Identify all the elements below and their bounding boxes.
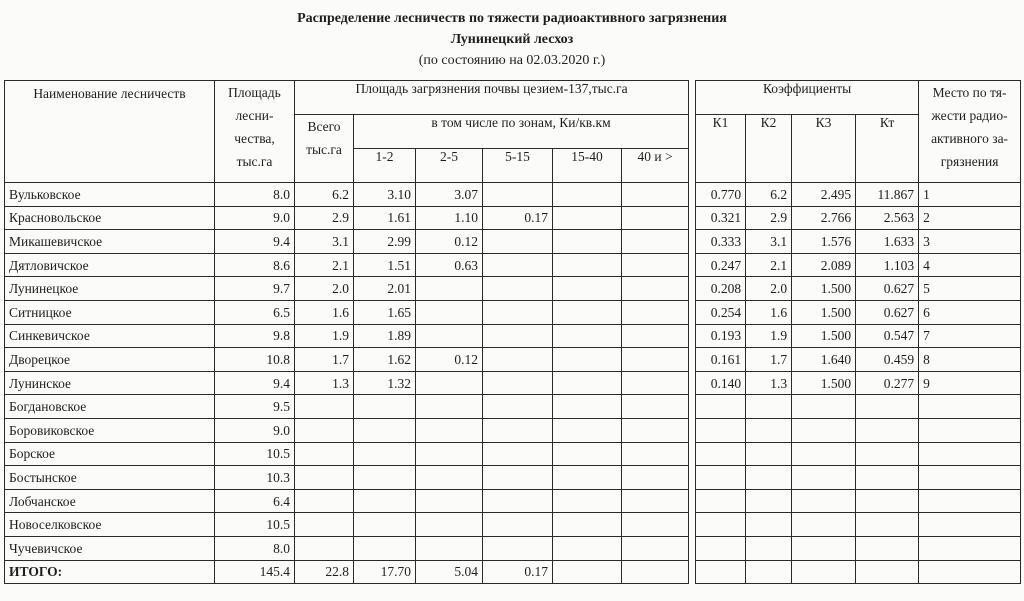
cell-place: [919, 395, 1021, 419]
cell-k2: 1.9: [746, 324, 792, 348]
column-gap: [689, 513, 696, 537]
column-gap: [689, 348, 696, 372]
cell-k1: [696, 442, 746, 466]
cell-k3: 2.089: [792, 253, 856, 277]
cell-name: Дворецкое: [5, 348, 215, 372]
header-area: Площадь лесни-чества, тыс.га: [215, 81, 295, 183]
cell-z4: [553, 324, 622, 348]
cell-area: 9.7: [215, 277, 295, 301]
cell-z4: [553, 489, 622, 513]
column-gap: [689, 81, 696, 183]
cell-z3: [483, 395, 553, 419]
cell-k3: 1.576: [792, 230, 856, 254]
cell-name: Лунинецкое: [5, 277, 215, 301]
cell-kt: [856, 395, 919, 419]
cell-name: Лобчанское: [5, 489, 215, 513]
cell-area: 9.4: [215, 230, 295, 254]
cell-total: 2.9: [295, 206, 354, 230]
cell-z4: [553, 183, 622, 207]
cell-k3: [792, 489, 856, 513]
cell-k2: [746, 513, 792, 537]
cell-z2: 0.63: [416, 253, 483, 277]
cell-z5: [622, 206, 689, 230]
cell-total: [295, 536, 354, 560]
cell-area: 10.3: [215, 466, 295, 490]
cell-total: 3.1: [295, 230, 354, 254]
column-gap: [689, 300, 696, 324]
cell-k3: [792, 513, 856, 537]
cell-k1: [696, 536, 746, 560]
header-zone-1: 1-2: [354, 149, 416, 183]
cell-area: 9.0: [215, 206, 295, 230]
cell-z3: 0.17: [483, 560, 553, 584]
cell-z2: [416, 324, 483, 348]
column-gap: [689, 536, 696, 560]
table-row: [5, 489, 1021, 513]
cell-z2: 0.12: [416, 348, 483, 372]
cell-k3: 1.640: [792, 348, 856, 372]
cell-z5: [622, 395, 689, 419]
cell-z1: 2.01: [354, 277, 416, 301]
cell-kt: [856, 418, 919, 442]
cell-total: 2.0: [295, 277, 354, 301]
cell-z3: [483, 442, 553, 466]
cell-z5: [622, 348, 689, 372]
cell-kt: 2.563: [856, 206, 919, 230]
cell-z1: 2.99: [354, 230, 416, 254]
cell-z5: [622, 324, 689, 348]
cell-total: 6.2: [295, 183, 354, 207]
cell-k2: [746, 536, 792, 560]
cell-k3: 2.766: [792, 206, 856, 230]
cell-z1: [354, 395, 416, 419]
cell-z4: [553, 513, 622, 537]
cell-k1: [696, 513, 746, 537]
cell-name: Чучевичское: [5, 536, 215, 560]
cell-z5: [622, 466, 689, 490]
cell-z3: [483, 466, 553, 490]
header-k3: К3: [792, 115, 856, 183]
cell-name: Синкевичское: [5, 324, 215, 348]
cell-k3: [792, 442, 856, 466]
cell-place: [919, 466, 1021, 490]
cell-place: 5: [919, 277, 1021, 301]
cell-kt: 1.633: [856, 230, 919, 254]
cell-k3: 1.500: [792, 324, 856, 348]
table-row: [5, 183, 1021, 207]
cell-z1: [354, 536, 416, 560]
table-row: [5, 442, 1021, 466]
cell-total: [295, 395, 354, 419]
cell-place: 7: [919, 324, 1021, 348]
cell-k1: [696, 489, 746, 513]
cell-z5: [622, 536, 689, 560]
cell-place: 1: [919, 183, 1021, 207]
table-row: [5, 536, 1021, 560]
cell-area: 9.8: [215, 324, 295, 348]
cell-area: 9.4: [215, 371, 295, 395]
cell-z4: [553, 253, 622, 277]
cell-place: [919, 513, 1021, 537]
table-row: [5, 513, 1021, 537]
column-gap: [689, 371, 696, 395]
cell-z2: [416, 277, 483, 301]
cell-z1: 1.62: [354, 348, 416, 372]
document-title: [0, 8, 1024, 71]
cell-z3: [483, 324, 553, 348]
column-gap: [689, 395, 696, 419]
total-row: [5, 560, 1021, 584]
cell-k2: [746, 442, 792, 466]
cell-area: 6.4: [215, 489, 295, 513]
cell-name: Микашевичское: [5, 230, 215, 254]
cell-z1: 1.32: [354, 371, 416, 395]
cell-total: [295, 442, 354, 466]
cell-z2: 3.07: [416, 183, 483, 207]
cell-k2: 6.2: [746, 183, 792, 207]
cell-z1: 1.89: [354, 324, 416, 348]
cell-z1: 1.61: [354, 206, 416, 230]
cell-area: 8.6: [215, 253, 295, 277]
cell-name: Бостынское: [5, 466, 215, 490]
cell-z3: [483, 418, 553, 442]
cell-name: Богдановское: [5, 395, 215, 419]
cell-k2: 2.0: [746, 277, 792, 301]
cell-k3: 1.500: [792, 300, 856, 324]
cell-k2: 2.9: [746, 206, 792, 230]
cell-area: 6.5: [215, 300, 295, 324]
cell-place: 9: [919, 371, 1021, 395]
cell-z2: 1.10: [416, 206, 483, 230]
cell-k2: [746, 418, 792, 442]
cell-k1: [696, 560, 746, 584]
cell-place: 3: [919, 230, 1021, 254]
column-gap: [689, 466, 696, 490]
cell-z3: [483, 253, 553, 277]
cell-z1: [354, 466, 416, 490]
header-kt: Кт: [856, 115, 919, 183]
cell-k3: [792, 560, 856, 584]
cell-name: ИТОГО:: [5, 560, 215, 584]
cell-z1: 17.70: [354, 560, 416, 584]
cell-total: [295, 418, 354, 442]
header-contamination: Площадь загрязнения почвы цезием-137,тыс.га: [295, 81, 689, 115]
cell-z4: [553, 206, 622, 230]
cell-z5: [622, 300, 689, 324]
cell-kt: [856, 489, 919, 513]
cell-k2: [746, 489, 792, 513]
cell-z4: [553, 418, 622, 442]
cell-z5: [622, 442, 689, 466]
cell-k1: [696, 466, 746, 490]
cell-kt: 0.277: [856, 371, 919, 395]
cell-name: Красновольское: [5, 206, 215, 230]
cell-k3: [792, 418, 856, 442]
cell-z2: 0.12: [416, 230, 483, 254]
cell-name: Боровиковское: [5, 418, 215, 442]
header-name: Наименование лесничеств: [5, 81, 215, 183]
cell-z5: [622, 183, 689, 207]
title-main: Распределение лесничеств по тяжести радиоактивного загрязнения: [297, 11, 727, 26]
column-gap: [689, 230, 696, 254]
cell-kt: 0.627: [856, 277, 919, 301]
cell-z4: [553, 230, 622, 254]
cell-z4: [553, 442, 622, 466]
cell-k1: 0.770: [696, 183, 746, 207]
cell-kt: [856, 466, 919, 490]
cell-area: 10.5: [215, 513, 295, 537]
cell-kt: 0.627: [856, 300, 919, 324]
cell-total: 2.1: [295, 253, 354, 277]
cell-place: [919, 442, 1021, 466]
cell-k2: 1.3: [746, 371, 792, 395]
cell-k2: [746, 395, 792, 419]
cell-z4: [553, 371, 622, 395]
cell-kt: [856, 536, 919, 560]
cell-z2: [416, 466, 483, 490]
cell-z4: [553, 395, 622, 419]
cell-kt: 0.547: [856, 324, 919, 348]
cell-k1: 0.321: [696, 206, 746, 230]
cell-kt: 11.867: [856, 183, 919, 207]
table-row: [5, 206, 1021, 230]
cell-z4: [553, 560, 622, 584]
cell-k2: 3.1: [746, 230, 792, 254]
cell-z4: [553, 348, 622, 372]
column-gap: [689, 560, 696, 584]
cell-k1: [696, 418, 746, 442]
cell-k3: [792, 536, 856, 560]
cell-z2: [416, 536, 483, 560]
table-row: [5, 230, 1021, 254]
cell-z3: [483, 230, 553, 254]
header-k2: К2: [746, 115, 792, 183]
cell-kt: 0.459: [856, 348, 919, 372]
cell-kt: [856, 442, 919, 466]
cell-k1: [696, 395, 746, 419]
table-row: [5, 418, 1021, 442]
column-gap: [689, 206, 696, 230]
cell-z3: [483, 536, 553, 560]
cell-z2: [416, 418, 483, 442]
cell-z1: [354, 442, 416, 466]
cell-k3: 1.500: [792, 371, 856, 395]
cell-k2: [746, 560, 792, 584]
cell-z4: [553, 277, 622, 301]
cell-area: 145.4: [215, 560, 295, 584]
header-zone-2: 2-5: [416, 149, 483, 183]
header-zone-4: 15-40: [553, 149, 622, 183]
cell-k2: 2.1: [746, 253, 792, 277]
cell-total: 22.8: [295, 560, 354, 584]
cell-k1: 0.208: [696, 277, 746, 301]
cell-z1: 1.65: [354, 300, 416, 324]
cell-z2: [416, 513, 483, 537]
cell-place: 8: [919, 348, 1021, 372]
cell-z5: [622, 371, 689, 395]
cell-z3: [483, 371, 553, 395]
cell-k2: 1.6: [746, 300, 792, 324]
table-row: [5, 253, 1021, 277]
cell-z5: [622, 418, 689, 442]
cell-area: 9.5: [215, 395, 295, 419]
column-gap: [689, 489, 696, 513]
cell-place: 6: [919, 300, 1021, 324]
cell-z2: 5.04: [416, 560, 483, 584]
cell-z1: [354, 489, 416, 513]
cell-name: Лунинское: [5, 371, 215, 395]
cell-z3: 0.17: [483, 206, 553, 230]
cell-area: 8.0: [215, 536, 295, 560]
cell-z2: [416, 489, 483, 513]
cell-z3: [483, 489, 553, 513]
cell-z2: [416, 442, 483, 466]
cell-k3: [792, 395, 856, 419]
cell-total: [295, 513, 354, 537]
cell-area: 8.0: [215, 183, 295, 207]
cell-area: 10.5: [215, 442, 295, 466]
cell-z5: [622, 560, 689, 584]
header-place: Место по тя-жести радио-активного за-грязнения: [919, 81, 1021, 183]
cell-total: 1.6: [295, 300, 354, 324]
cell-k1: 0.333: [696, 230, 746, 254]
cell-z4: [553, 466, 622, 490]
cell-z1: [354, 513, 416, 537]
table-row: [5, 395, 1021, 419]
column-gap: [689, 277, 696, 301]
title-date: (по состоянию на 02.03.2020 г.): [418, 53, 606, 68]
title-enterprise: Лунинецкий лесхоз: [450, 32, 574, 47]
header-zones: в том числе по зонам, Ки/кв.км: [354, 115, 689, 149]
cell-place: [919, 560, 1021, 584]
cell-z2: [416, 395, 483, 419]
cell-z5: [622, 513, 689, 537]
cell-z3: [483, 513, 553, 537]
header-coefficients: Коэффициенты: [696, 81, 919, 115]
cell-k1: 0.193: [696, 324, 746, 348]
cell-z5: [622, 277, 689, 301]
cell-z1: 1.51: [354, 253, 416, 277]
column-gap: [689, 253, 696, 277]
cell-z3: [483, 183, 553, 207]
cell-z2: [416, 300, 483, 324]
table-row: [5, 300, 1021, 324]
contamination-table: [4, 80, 1021, 584]
table-row: [5, 324, 1021, 348]
cell-place: 2: [919, 206, 1021, 230]
column-gap: [689, 324, 696, 348]
cell-name: Дятловичское: [5, 253, 215, 277]
header-zone-5: 40 и >: [622, 149, 689, 183]
cell-total: [295, 489, 354, 513]
cell-k1: 0.254: [696, 300, 746, 324]
column-gap: [689, 442, 696, 466]
cell-total: 1.9: [295, 324, 354, 348]
cell-name: Борское: [5, 442, 215, 466]
cell-place: [919, 536, 1021, 560]
table-row: [5, 277, 1021, 301]
cell-z3: [483, 300, 553, 324]
table-row: [5, 348, 1021, 372]
cell-z5: [622, 489, 689, 513]
cell-z3: [483, 277, 553, 301]
cell-k1: 0.247: [696, 253, 746, 277]
cell-k1: 0.140: [696, 371, 746, 395]
cell-name: Новоселковское: [5, 513, 215, 537]
cell-k2: [746, 466, 792, 490]
table-row: [5, 371, 1021, 395]
cell-z4: [553, 536, 622, 560]
cell-area: 9.0: [215, 418, 295, 442]
header-total: Всего тыс.га: [295, 115, 354, 183]
cell-area: 10.8: [215, 348, 295, 372]
cell-name: Ситницкое: [5, 300, 215, 324]
cell-k2: 1.7: [746, 348, 792, 372]
cell-name: Вульковское: [5, 183, 215, 207]
table-row: [5, 466, 1021, 490]
cell-total: [295, 466, 354, 490]
cell-z2: [416, 371, 483, 395]
header-zone-3: 5-15: [483, 149, 553, 183]
cell-k1: 0.161: [696, 348, 746, 372]
cell-place: [919, 418, 1021, 442]
cell-place: [919, 489, 1021, 513]
cell-z4: [553, 300, 622, 324]
cell-z3: [483, 348, 553, 372]
column-gap: [689, 418, 696, 442]
cell-total: 1.3: [295, 371, 354, 395]
cell-z1: 3.10: [354, 183, 416, 207]
cell-z5: [622, 253, 689, 277]
column-gap: [689, 183, 696, 207]
cell-k3: [792, 466, 856, 490]
cell-place: 4: [919, 253, 1021, 277]
cell-k3: 2.495: [792, 183, 856, 207]
cell-kt: [856, 560, 919, 584]
cell-k3: 1.500: [792, 277, 856, 301]
cell-kt: 1.103: [856, 253, 919, 277]
header-k1: К1: [696, 115, 746, 183]
cell-z1: [354, 418, 416, 442]
cell-z5: [622, 230, 689, 254]
cell-total: 1.7: [295, 348, 354, 372]
cell-kt: [856, 513, 919, 537]
